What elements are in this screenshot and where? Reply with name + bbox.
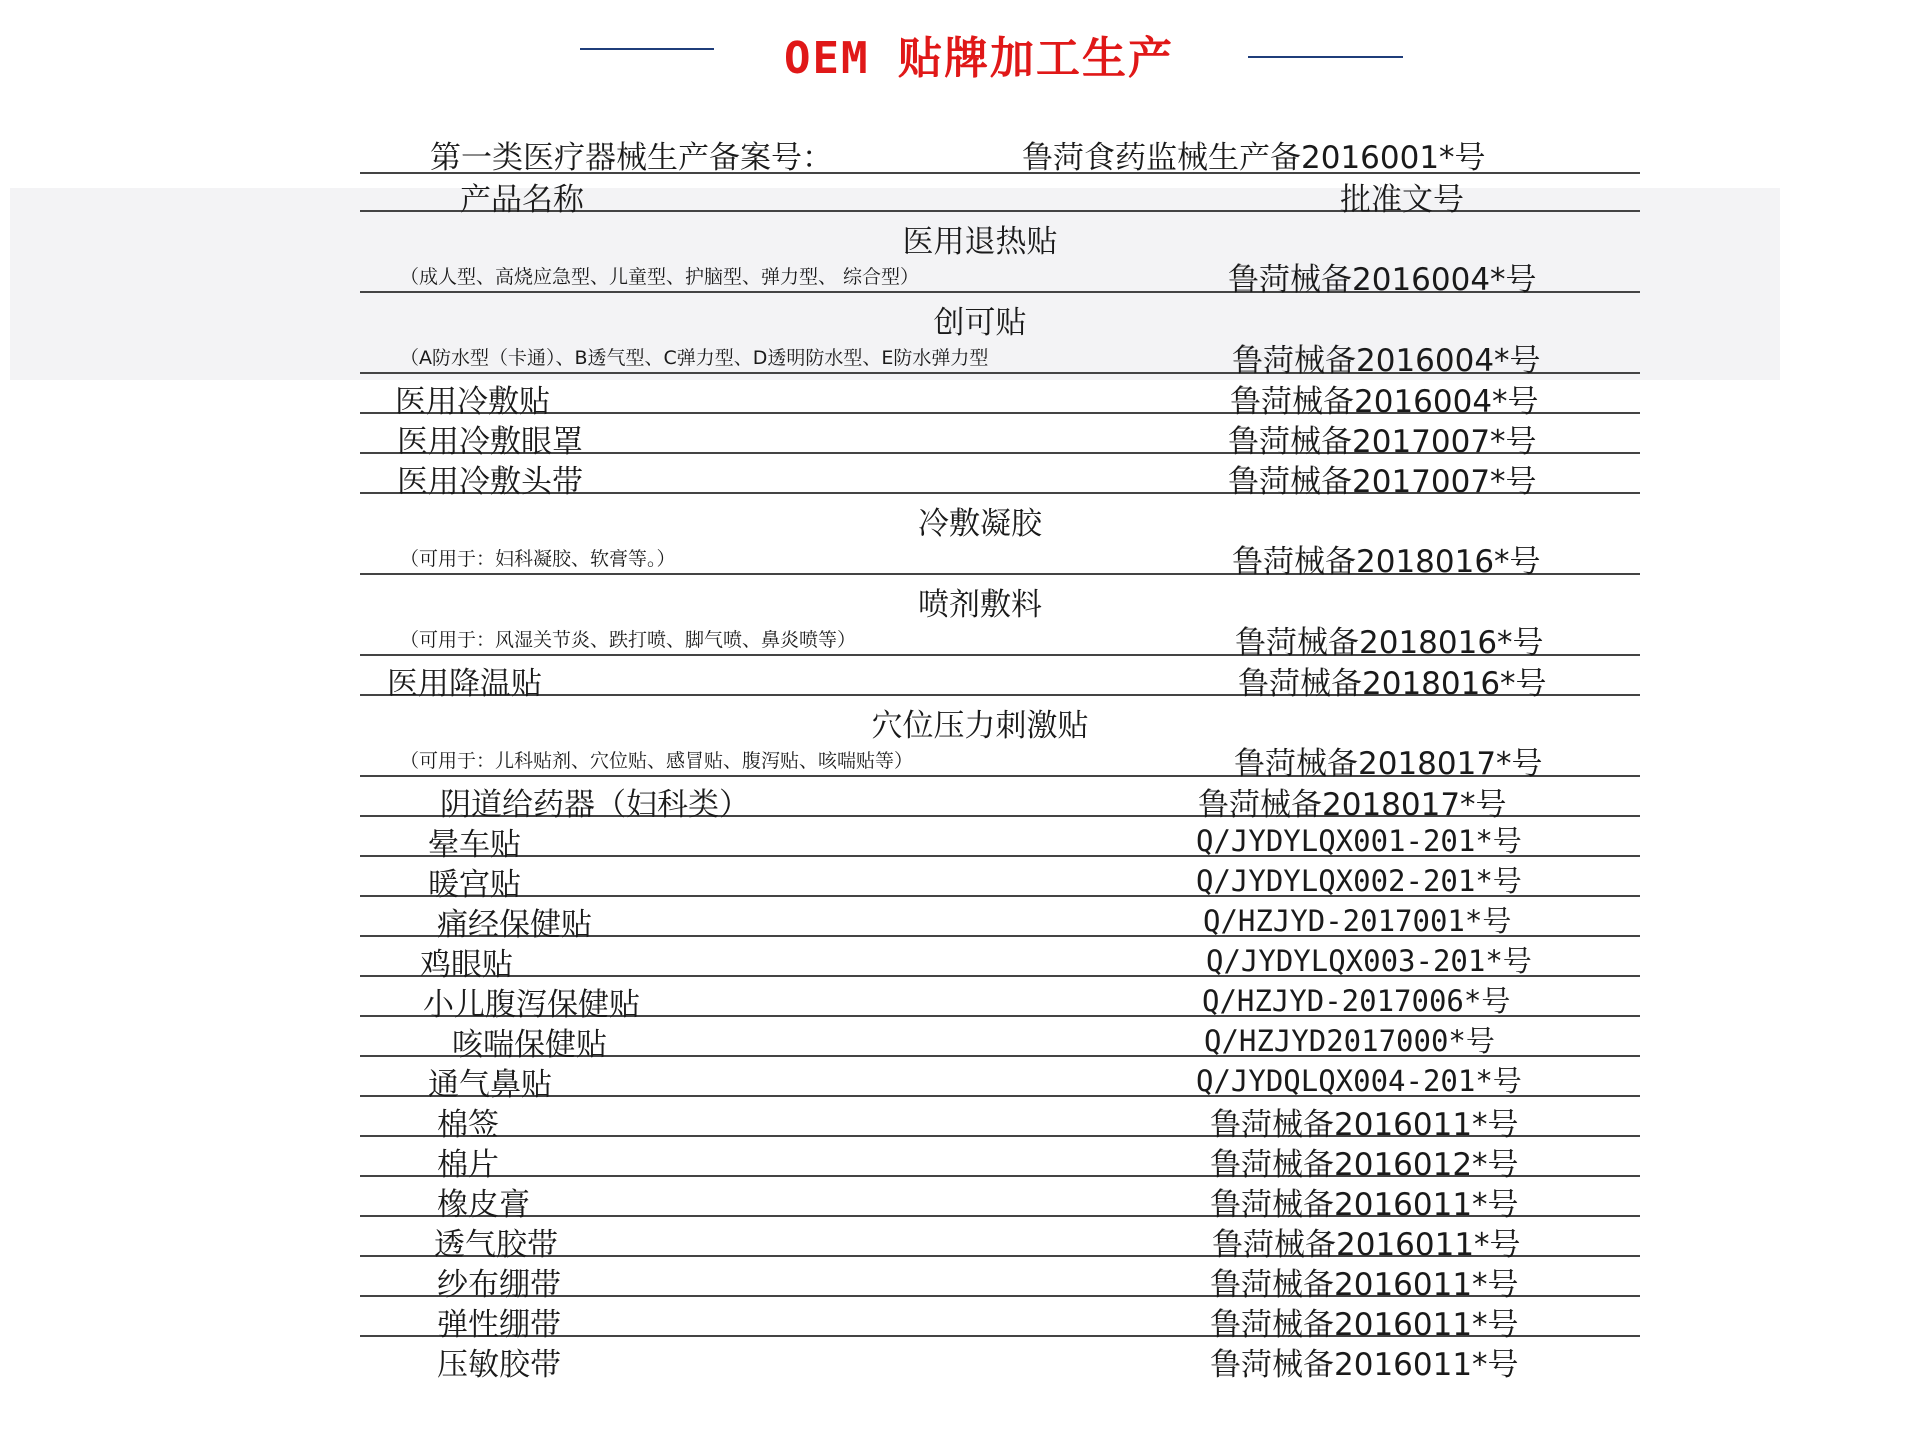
table-row xyxy=(360,575,1640,661)
table-row xyxy=(360,696,1640,782)
approval-number: Q/HZJYD2017000*号 xyxy=(1204,1024,1495,1058)
product-name: 鸡眼贴 xyxy=(420,947,513,983)
page-title: OEM 贴牌加工生产 xyxy=(784,33,1174,84)
table-row xyxy=(360,374,1640,420)
approval-number: 鲁菏械备2018016*号 xyxy=(1235,625,1544,661)
product-name: 暖宫贴 xyxy=(428,867,521,903)
table-row xyxy=(360,1257,1640,1303)
product-variants: （可用于：风湿关节炎、跌打喷、脚气喷、鼻炎喷等） xyxy=(400,629,857,651)
approval-number: 鲁菏械备2016011*号 xyxy=(1210,1267,1519,1303)
table-row xyxy=(360,1217,1640,1263)
product-name: 创可贴 xyxy=(933,305,1027,341)
approval-number: 鲁菏械备2016012*号 xyxy=(1210,1147,1519,1183)
table-row xyxy=(360,656,1640,702)
approval-number: 鲁菏械备2016004*号 xyxy=(1230,384,1539,420)
approval-number: 鲁菏械备2018017*号 xyxy=(1198,787,1507,823)
approval-number: 鲁菏械备2018016*号 xyxy=(1232,544,1541,580)
product-name: 医用冷敷头带 xyxy=(397,464,583,500)
table-row xyxy=(360,977,1640,1023)
table-row xyxy=(360,212,1640,298)
approval-number: 鲁菏械备2016011*号 xyxy=(1210,1187,1519,1223)
product-name: 通气鼻贴 xyxy=(428,1067,552,1103)
table-row xyxy=(360,1137,1640,1183)
title-right-rule xyxy=(1248,56,1403,58)
approval-number: 鲁菏械备2016011*号 xyxy=(1210,1107,1519,1143)
registration-label: 第一类医疗器械生产备案号： xyxy=(430,140,833,176)
table-row xyxy=(360,454,1640,500)
table-header xyxy=(360,174,1640,218)
table-row xyxy=(360,1017,1640,1063)
table-row xyxy=(360,293,1640,379)
product-name: 医用冷敷贴 xyxy=(395,384,550,420)
product-name: 透气胶带 xyxy=(434,1227,558,1263)
approval-number: 鲁菏械备2016011*号 xyxy=(1210,1347,1519,1383)
table-row xyxy=(360,897,1640,943)
product-variants: （A防水型（卡通）、B透气型、C弹力型、D透明防水型、E防水弹力型 xyxy=(400,347,989,369)
approval-number: 鲁菏械备2016004*号 xyxy=(1232,343,1541,379)
table-row xyxy=(360,494,1640,580)
table-row xyxy=(360,777,1640,823)
product-name: 痛经保健贴 xyxy=(437,907,592,943)
product-name: 压敏胶带 xyxy=(437,1347,561,1383)
title-row xyxy=(0,18,1920,88)
registration-row xyxy=(360,128,1640,176)
product-name: 纱布绷带 xyxy=(437,1267,561,1303)
approval-number: 鲁菏械备2016011*号 xyxy=(1212,1227,1521,1263)
product-name: 医用降温贴 xyxy=(387,666,542,702)
approval-number: Q/HZJYD-2017006*号 xyxy=(1202,984,1511,1018)
registration-value: 鲁菏食药监械生产备2016001*号 xyxy=(1022,140,1486,176)
product-variants: （可用于：妇科凝胶、软膏等。） xyxy=(400,548,676,570)
approval-number: 鲁菏械备2016011*号 xyxy=(1210,1307,1519,1343)
approval-number: Q/JYDYLQX003-201*号 xyxy=(1206,944,1532,978)
table-row xyxy=(360,937,1640,983)
approval-number: 鲁菏械备2017007*号 xyxy=(1228,424,1537,460)
table-row xyxy=(360,1097,1640,1143)
product-variants: （可用于：儿科贴剂、穴位贴、感冒贴、腹泻贴、咳喘贴等） xyxy=(400,750,914,772)
table-row xyxy=(360,1297,1640,1343)
table-row xyxy=(360,414,1640,460)
document-table xyxy=(360,128,1640,1383)
product-name: 棉片 xyxy=(437,1147,499,1183)
product-name: 阴道给药器（妇科类） xyxy=(440,787,750,823)
approval-number: Q/JYDYLQX002-201*号 xyxy=(1196,864,1522,898)
product-name: 冷敷凝胶 xyxy=(918,506,1042,542)
approval-number: 鲁菏械备2016004*号 xyxy=(1228,262,1537,298)
product-name: 橡皮膏 xyxy=(437,1187,530,1223)
product-name: 穴位压力刺激贴 xyxy=(871,708,1089,744)
title-left-rule xyxy=(580,48,714,50)
table-row xyxy=(360,817,1640,863)
product-name: 医用冷敷眼罩 xyxy=(397,424,583,460)
product-name: 咳喘保健贴 xyxy=(452,1027,607,1063)
approval-number: Q/HZJYD-2017001*号 xyxy=(1203,904,1512,938)
header-product-name: 产品名称 xyxy=(460,182,584,218)
product-variants: （成人型、高烧应急型、儿童型、护脑型、弹力型、 综合型） xyxy=(400,266,920,288)
approval-number: Q/JYDYLQX001-201*号 xyxy=(1196,824,1522,858)
table-body xyxy=(360,212,1640,1383)
table-row xyxy=(360,1337,1640,1383)
approval-number: Q/JYDQLQX004-201*号 xyxy=(1196,1064,1522,1098)
approval-number: 鲁菏械备2018017*号 xyxy=(1234,746,1543,782)
table-row xyxy=(360,1057,1640,1103)
header-approval-number: 批准文号 xyxy=(1340,182,1464,218)
product-name: 弹性绷带 xyxy=(437,1307,561,1343)
product-name: 喷剂敷料 xyxy=(918,587,1042,623)
product-name: 医用退热贴 xyxy=(902,224,1058,260)
approval-number: 鲁菏械备2017007*号 xyxy=(1228,464,1537,500)
table-row xyxy=(360,1177,1640,1223)
product-name: 晕车贴 xyxy=(428,827,521,863)
table-row xyxy=(360,857,1640,903)
approval-number: 鲁菏械备2018016*号 xyxy=(1238,666,1547,702)
product-name: 小儿腹泻保健贴 xyxy=(423,987,640,1023)
product-name: 棉签 xyxy=(437,1107,499,1143)
